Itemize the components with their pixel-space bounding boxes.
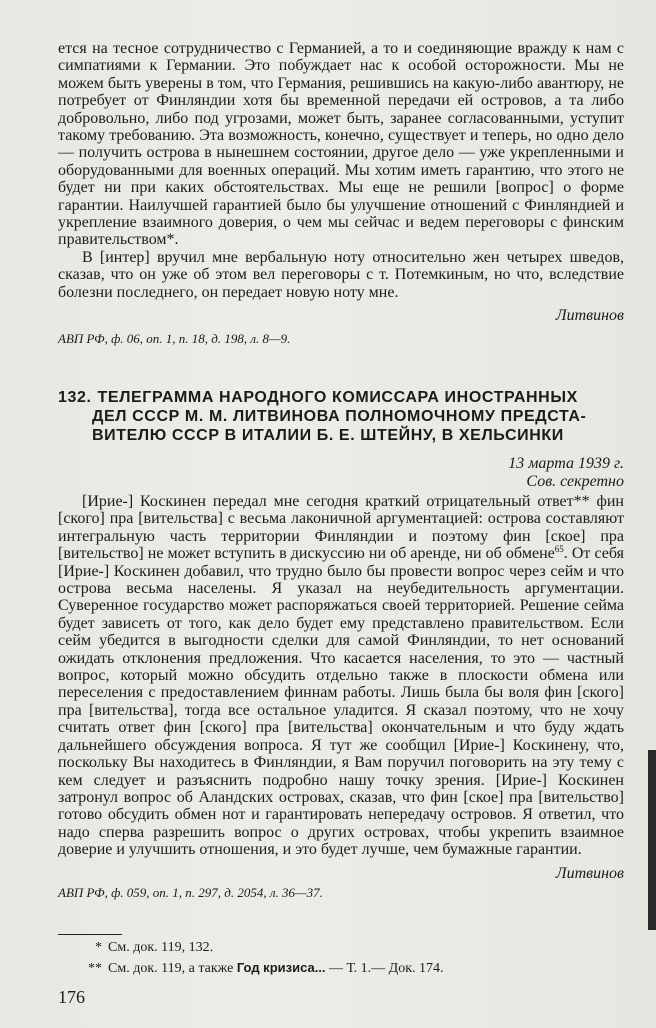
document-title xyxy=(58,388,624,445)
document-132 xyxy=(58,388,624,901)
footnote: ** См. док. 119, а также Год кризиса... — Т. 1.— Док. 174. xyxy=(88,960,444,976)
archive-source: АВП РФ, ф. 059, оп. 1, п. 297, д. 2054, л. 36—37. xyxy=(58,884,323,900)
footnotes xyxy=(58,938,624,979)
paragraph: В [интер] вручил мне вербальную ноту относительно жен четырех шведов, сказав, что он уже об этом вел переговоры с т. Потемкиным, но что, вследствие болезни последнего, он передает новую ноту мне. xyxy=(58,248,624,301)
archive-source: АВП РФ, ф. 06, оп. 1, п. 18, д. 198, л. 8—9. xyxy=(58,331,291,347)
footnote-mark: *. xyxy=(166,231,179,249)
document-number: 132. xyxy=(58,389,92,406)
book-title: Год кризиса... xyxy=(236,960,326,975)
signature: Литвинов xyxy=(555,864,624,882)
footnote-mark: ** xyxy=(573,493,590,510)
footnote-rule xyxy=(58,934,122,935)
previous-document-ending xyxy=(58,40,624,347)
title-line: ВИТЕЛЮ СССР В ИТАЛИИ Б. Е. ШТЕЙНУ, В ХЕЛЬСИНКИ xyxy=(92,427,564,444)
signature: Литвинов xyxy=(555,307,624,325)
document-date: 13 марта 1939 г. xyxy=(508,455,624,472)
title-line: ДЕЛ СССР М. М. ЛИТВИНОВА ПОЛНОМОЧНОМУ ПРЕДСТА- xyxy=(92,408,587,425)
footnote: * См. док. 119, 132. xyxy=(95,940,214,955)
endnote-mark: 65 xyxy=(554,544,564,555)
paragraph: [Ирие-] Коскинен передал мне сегодня краткий отрицательный ответ** фин [ского] пра [вительства] с весьма лаконичной аргументацией: острова составляют интегральную часть территории Финляндии и поэтому фин [ское] пра [вительство] не может вступить в дискуссию ни об аренде, ни об обмене$^{65}$. От себя [Ирие-] Коскинен добавил, что трудно было бы провести вопрос через сейм и что острова весьма населены. Я указал на неубедительность аргументации. Суверенное государство может распоряжаться своей территорией. Решение сейма будет зависеть от того, как дело будет ему представлено правительством. Если сейм убедится в выгодности сделки для самой Финляндии, то нет оснований ожидать отклонения предложения. Что касается населения, то это — частный вопрос, который можно обсудить отдельно также в плоскости обмена или переселения с предоставлением финнам работы. Лишь была бы воля фин [ского] пра [вительства], тогда все остальное уладится. Я сказал поэтому, что не хочу считать ответ фин [ского] пра [вительства] окончательным и что буду ждать дальнейшего обсуждения вопроса. Я тут же сообщил [Ирие-] Коскинену, что, поскольку Вы находитесь в Финляндии, я Вам поручил поговорить на эту тему с кем следует и разъяснить подробно нашу точку зрения. [Ирие-] Коскинен затронул вопрос об Аландских островах, сказав, что фин [ское] пра [вительство] готово обсудить обмен нот и гарантировать непередачу островов. Я ответил, что надо сперва разрешить вопрос о других островах, чтобы укрепить взаимное доверие и улучшить отношения, и это будет лучше, чем бумажные гарантии. xyxy=(58,493,625,859)
title-line: ТЕЛЕГРАММА НАРОДНОГО КОМИССАРА ИНОСТРАННЫХ xyxy=(97,389,578,406)
classification: Сов. секретно xyxy=(526,473,624,490)
paragraph-continued: ется на тесное сотрудничество с Германией, а то и соединяющие вражду к нам с симпатиями к Германии. Это побуждает нас к особой осторожности. Мы не можем быть уверены в том, что Германия, решившись на какую-либо авантюру, не потребует от Финляндии хотя бы временной передачи ей островов, а та либо добровольно, либо под угрозами, может быть, заранее согласованными, уступит такому требованию. Эта возможность, конечно, существует и теперь, но одно дело — получить острова в нынешнем состоянии, другое дело — уже укрепленными и оборудованными для военных операций. Мы хотим иметь гарантию, что этого не будет ни при каких обстоятельствах. Мы еще не решили [вопрос] о форме гарантии. Наилучшей гарантией было бы улучшение отношений с Финляндией и укрепление взаимного доверия, о чем мы сейчас и ведем переговоры с финским правительством*. xyxy=(58,40,624,249)
page-number: 176 xyxy=(58,987,85,1007)
page-edge-shadow xyxy=(648,750,656,930)
